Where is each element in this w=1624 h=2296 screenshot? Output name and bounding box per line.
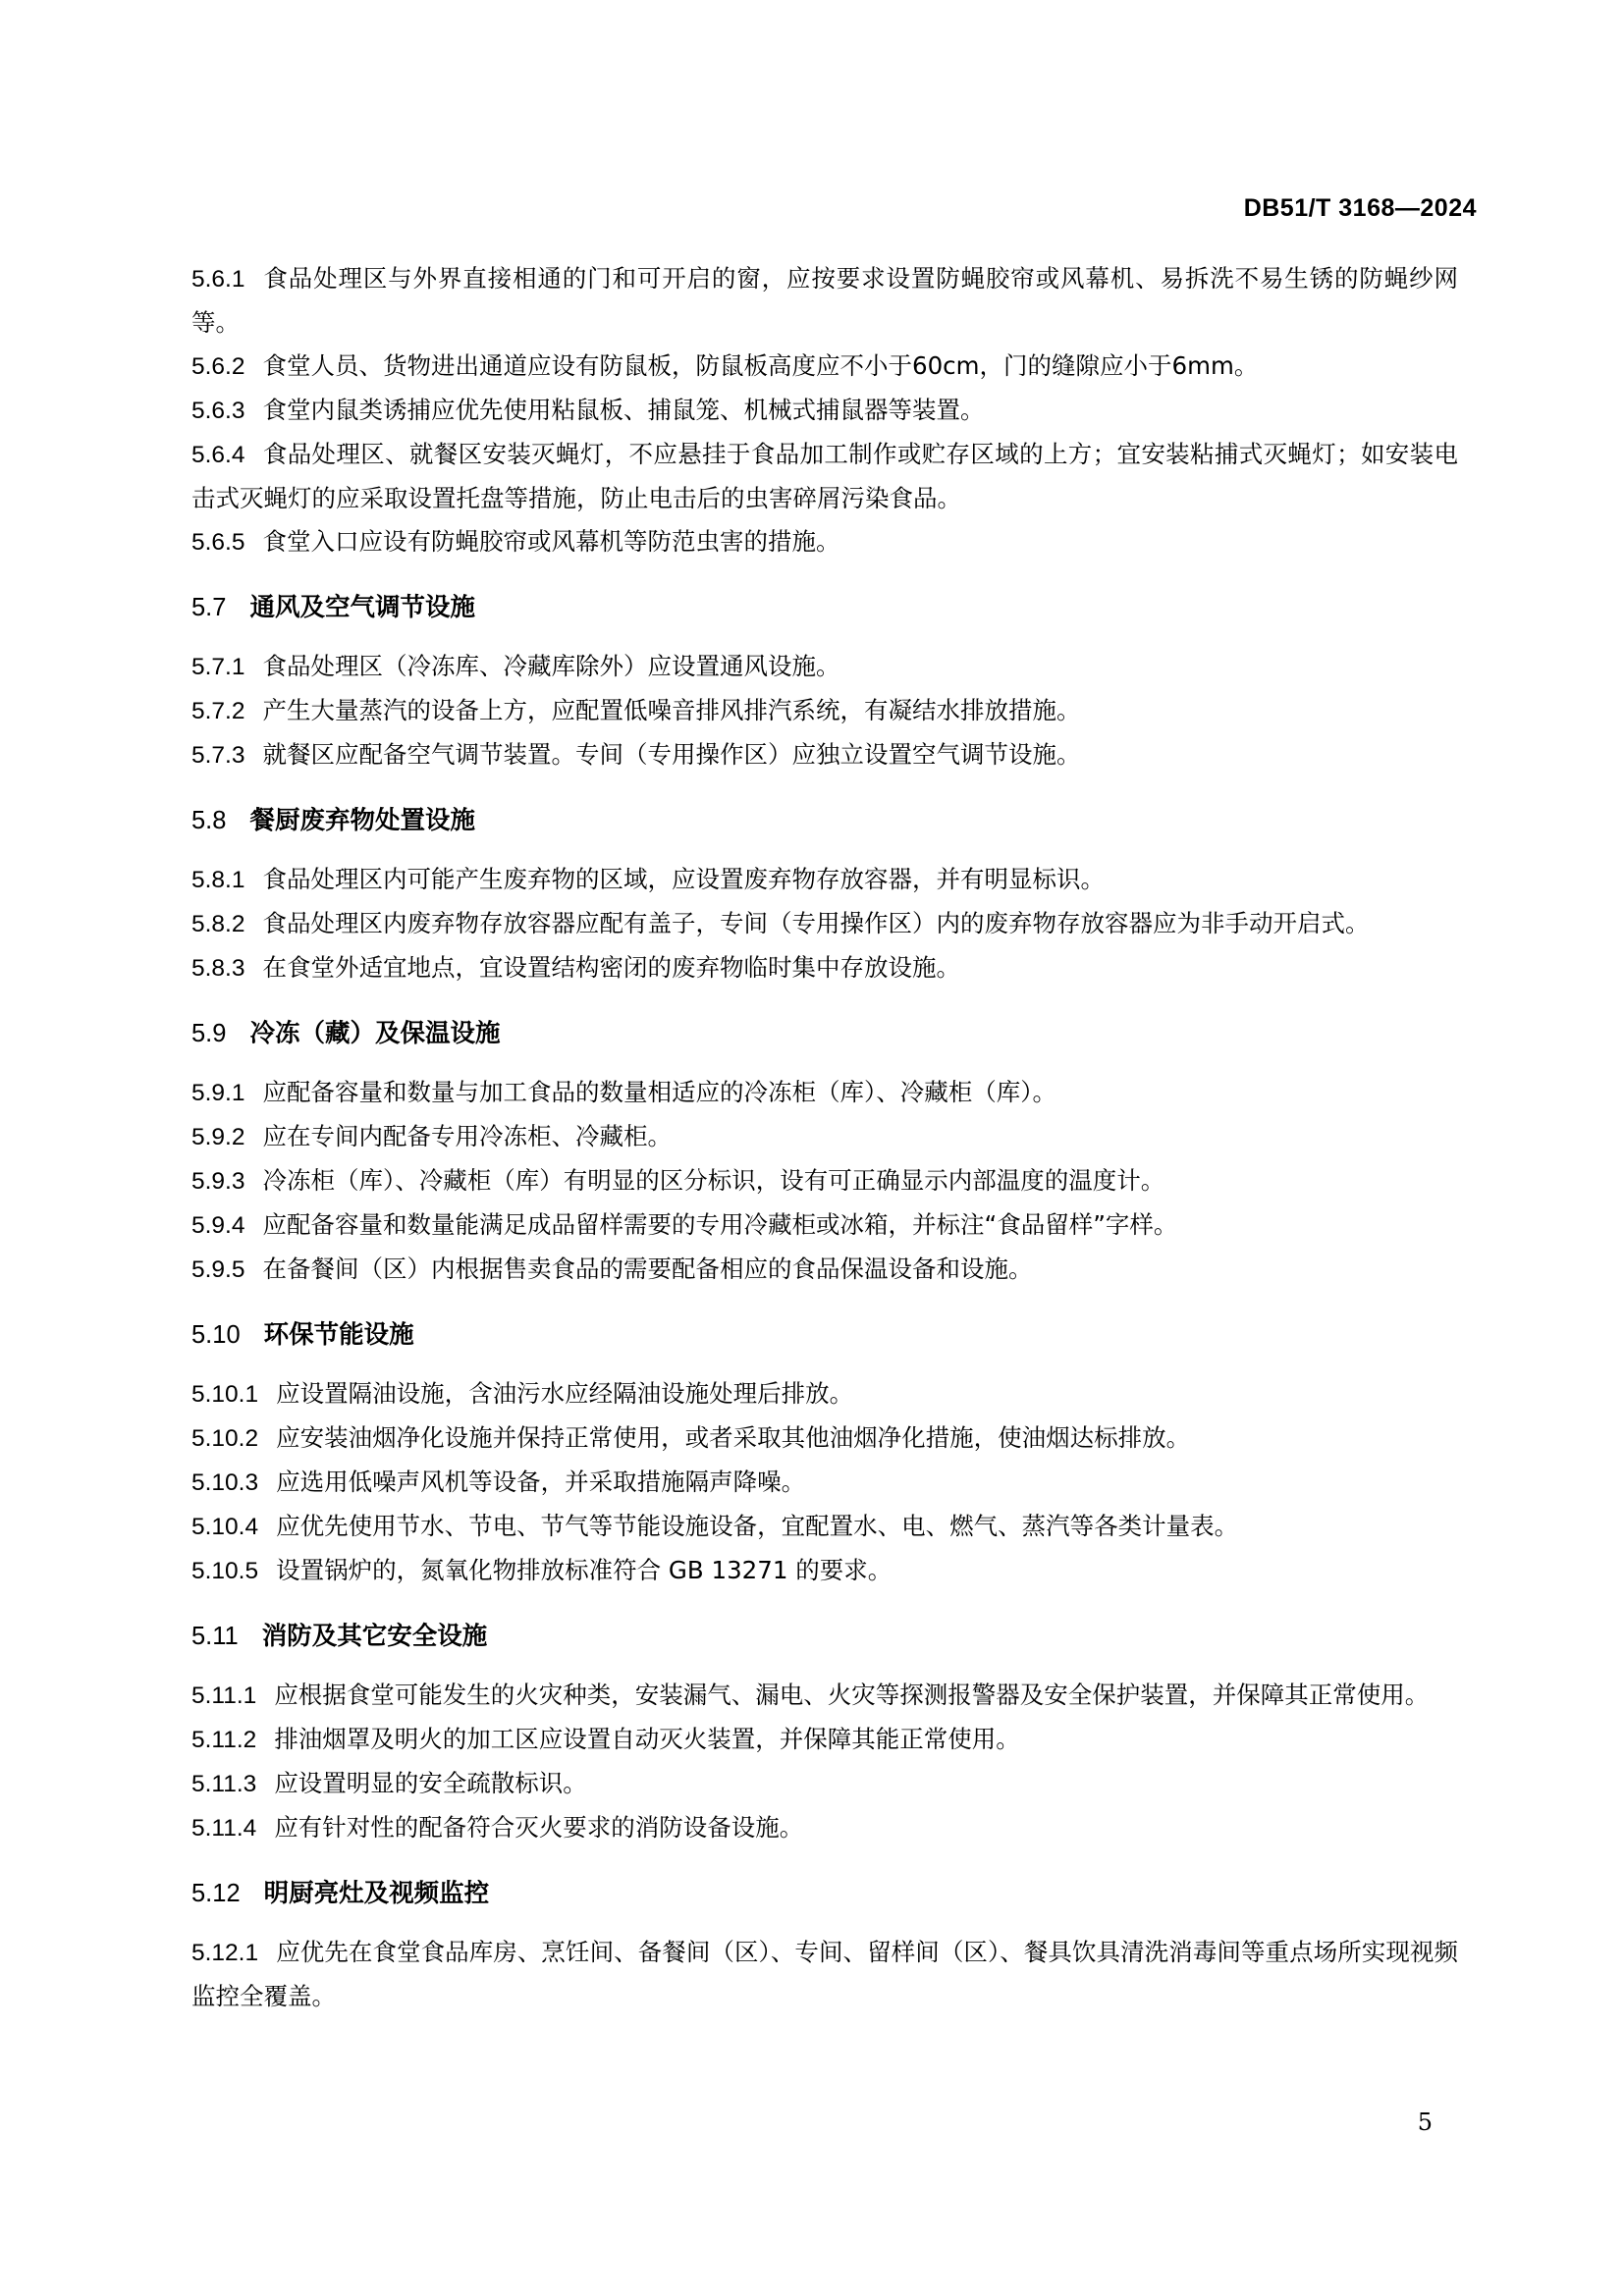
clause-paragraph: [191, 257, 1458, 345]
clause-paragraph: [191, 733, 1458, 777]
section-heading: [191, 1872, 1458, 1915]
clause-number: 5.10.4: [191, 1514, 259, 1540]
clause-paragraph: [191, 1806, 1458, 1850]
section-title: 消防及其它安全设施: [261, 1622, 488, 1651]
clause-text: 食品处理区内可能产生废弃物的区域，应设置废弃物存放容器，并有明显标识。: [262, 865, 1105, 893]
section-heading: [191, 1615, 1458, 1658]
page-number: 5: [1417, 2109, 1433, 2136]
clause-number: 5.6.1: [191, 266, 245, 293]
clause-number: 5.6.5: [191, 529, 245, 556]
clause-text: 应根据食堂可能发生的火灾种类，安装漏气、漏电、火灾等探测报警器及安全保护装置，并保障其正常使用。: [274, 1681, 1430, 1709]
clause-number: 5.7.3: [191, 742, 245, 769]
clause-number: 5.9.3: [191, 1168, 245, 1195]
clause-number: 5.10.2: [191, 1425, 259, 1452]
clause-number: 5.8.1: [191, 867, 245, 893]
clause-paragraph: [191, 389, 1458, 433]
clause-paragraph: [191, 946, 1458, 990]
section-title: 餐厨废弃物处置设施: [249, 806, 475, 835]
clause-paragraph: [191, 689, 1458, 733]
clause-number: 5.9.1: [191, 1080, 245, 1106]
clause-text: 应设置明显的安全疏散标识。: [274, 1769, 587, 1797]
clause-text: 应选用低噪声风机等设备，并采取措施隔声降噪。: [276, 1468, 806, 1496]
clause-text: 应安装油烟净化设施并保持正常使用，或者采取其他油烟净化措施，使油烟达标排放。: [276, 1423, 1191, 1452]
clause-text: 应优先在食堂食品库房、烹饪间、备餐间（区）、专间、留样间（区）、餐具饮具清洗消毒间等重点场所实现视频监控全覆盖。: [191, 1938, 1458, 2010]
clause-number: 5.9.2: [191, 1124, 245, 1150]
clause-text: 食品处理区、就餐区安装灭蝇灯，不应悬挂于食品加工制作或贮存区域的上方；宜安装粘捕式灭蝇灯；如安装电击式灭蝇灯的应采取设置托盘等措施，防止电击后的虫害碎屑污染食品。: [191, 440, 1458, 512]
clause-paragraph: [191, 1674, 1458, 1718]
clause-paragraph: [191, 1115, 1458, 1159]
clause-text: 在食堂外适宜地点，宜设置结构密闭的废弃物临时集中存放设施。: [262, 953, 960, 982]
section-heading: [191, 1012, 1458, 1055]
clause-text: 就餐区应配备空气调节装置。专间（专用操作区）应独立设置空气调节设施。: [262, 740, 1081, 769]
clause-number: 5.10.3: [191, 1469, 259, 1496]
clause-text: 在备餐间（区）内根据售卖食品的需要配备相应的食品保温设备和设施。: [262, 1255, 1033, 1283]
section-title: 环保节能设施: [263, 1320, 414, 1350]
clause-text: 食品处理区内废弃物存放容器应配有盖子，专间（专用操作区）内的废弃物存放容器应为非手动开启式。: [262, 909, 1370, 937]
section-title: 通风及空气调节设施: [249, 593, 475, 622]
clause-text: 应在专间内配备专用冷冻柜、冷藏柜。: [262, 1122, 672, 1150]
clause-paragraph: [191, 858, 1458, 902]
clause-text: 食品处理区与外界直接相通的门和可开启的窗，应按要求设置防蝇胶帘或风幕机、易拆洗不易生锈的防蝇纱网等。: [191, 264, 1458, 337]
section-number: 5.8: [191, 807, 227, 834]
clause-number: 5.6.2: [191, 353, 245, 380]
section-number: 5.12: [191, 1880, 241, 1907]
clause-number: 5.10.1: [191, 1381, 259, 1408]
clause-number: 5.7.1: [191, 654, 245, 680]
section-number: 5.9: [191, 1020, 227, 1047]
section-title: 明厨亮灶及视频监控: [263, 1879, 490, 1908]
clause-text: 食堂人员、货物进出通道应设有防鼠板，防鼠板高度应不小于60cm，门的缝隙应小于6mm。: [262, 351, 1259, 380]
clause-paragraph: [191, 1549, 1458, 1593]
clause-number: 5.8.2: [191, 911, 245, 937]
clause-paragraph: [191, 1461, 1458, 1505]
clause-text: 产生大量蒸汽的设备上方，应配置低噪音排风排汽系统，有凝结水排放措施。: [262, 696, 1081, 724]
clause-text: 应优先使用节水、节电、节气等节能设施设备，宜配置水、电、燃气、蒸汽等各类计量表。: [276, 1512, 1239, 1540]
clause-paragraph: [191, 433, 1458, 520]
clause-number: 5.7.2: [191, 698, 245, 724]
clause-paragraph: [191, 345, 1458, 389]
clause-text: 应配备容量和数量能满足成品留样需要的专用冷藏柜或冰箱，并标注“食品留样”字样。: [262, 1210, 1178, 1239]
clause-number: 5.9.4: [191, 1212, 245, 1239]
clause-text: 应配备容量和数量与加工食品的数量相适应的冷冻柜（库）、冷藏柜（库）。: [262, 1078, 1056, 1106]
clause-text: 食堂入口应设有防蝇胶帘或风幕机等防范虫害的措施。: [262, 527, 840, 556]
clause-text: 食品处理区（冷冻库、冷藏库除外）应设置通风设施。: [262, 652, 840, 680]
clause-number: 5.6.4: [191, 442, 245, 468]
clause-number: 5.11.3: [191, 1771, 257, 1797]
clause-text: 设置锅炉的，氮氧化物排放标准符合 GB 13271 的要求。: [276, 1556, 893, 1584]
clause-number: 5.6.3: [191, 398, 245, 424]
clause-number: 5.10.5: [191, 1558, 259, 1584]
clause-paragraph: [191, 1203, 1458, 1248]
section-number: 5.11: [191, 1623, 239, 1650]
section-heading: [191, 586, 1458, 629]
document-code: DB51/T 3168—2024: [1243, 194, 1477, 222]
clause-paragraph: [191, 1071, 1458, 1115]
clause-text: 应设置隔油设施，含油污水应经隔油设施处理后排放。: [276, 1379, 854, 1408]
section-heading: [191, 1313, 1458, 1357]
clause-text: 食堂内鼠类诱捕应优先使用粘鼠板、捕鼠笼、机械式捕鼠器等装置。: [262, 396, 985, 424]
clause-number: 5.11.1: [191, 1682, 257, 1709]
clause-paragraph: [191, 1248, 1458, 1292]
clause-paragraph: [191, 1505, 1458, 1549]
section-number: 5.10: [191, 1321, 241, 1349]
clause-paragraph: [191, 645, 1458, 689]
clause-number: 5.11.2: [191, 1727, 257, 1753]
section-number: 5.7: [191, 594, 227, 621]
clause-paragraph: [191, 1159, 1458, 1203]
document-body: [191, 257, 1458, 2018]
clause-text: 冷冻柜（库）、冷藏柜（库）有明显的区分标识，设有可正确显示内部温度的温度计。: [262, 1166, 1165, 1195]
clause-paragraph: [191, 1762, 1458, 1806]
clause-paragraph: [191, 1416, 1458, 1461]
clause-number: 5.8.3: [191, 955, 245, 982]
clause-paragraph: [191, 1931, 1458, 2018]
clause-paragraph: [191, 1718, 1458, 1762]
section-title: 冷冻（藏）及保温设施: [249, 1019, 501, 1048]
clause-text: 应有针对性的配备符合灭火要求的消防设备设施。: [274, 1813, 804, 1842]
section-heading: [191, 799, 1458, 842]
clause-paragraph: [191, 520, 1458, 564]
clause-text: 排油烟罩及明火的加工区应设置自动灭火装置，并保障其能正常使用。: [274, 1725, 1020, 1753]
clause-number: 5.11.4: [191, 1815, 257, 1842]
clause-paragraph: [191, 1372, 1458, 1416]
clause-number: 5.12.1: [191, 1940, 259, 1966]
clause-paragraph: [191, 902, 1458, 946]
clause-number: 5.9.5: [191, 1256, 245, 1283]
